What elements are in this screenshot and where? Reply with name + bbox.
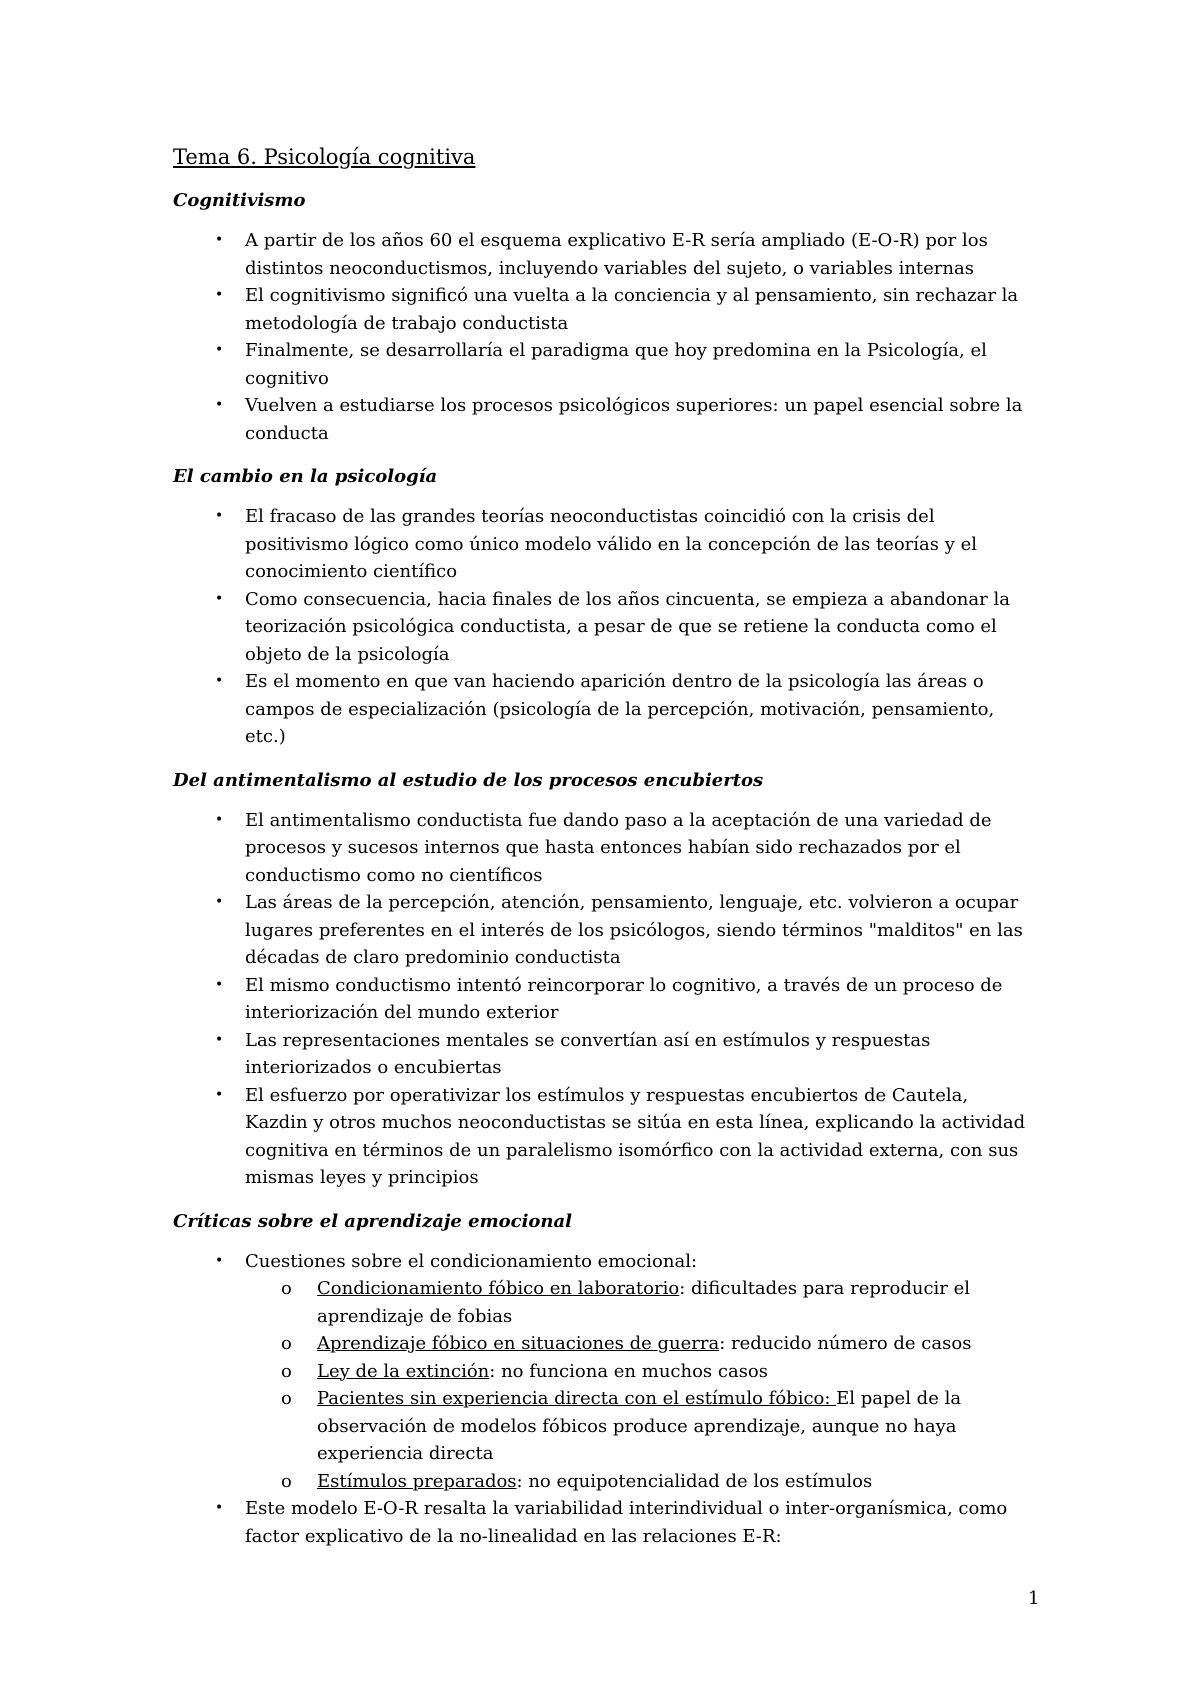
list-item	[173, 889, 1033, 972]
sub-item-term: Estímulos preparados	[317, 1470, 517, 1492]
sub-item-term: Condicionamiento fóbico en laboratorio	[317, 1278, 680, 1299]
sub-list-item	[245, 1468, 1033, 1496]
sub-bullet-icon: o	[281, 1278, 292, 1299]
bullet-icon: •	[215, 1252, 224, 1269]
list-item	[173, 807, 1033, 890]
bullet-icon: •	[215, 894, 224, 910]
bullet-list	[173, 807, 1033, 1192]
list-item	[173, 1027, 1033, 1082]
list-item	[173, 972, 1033, 1027]
sub-item-term: Pacientes sin experiencia directa con el estímulo fóbico:	[317, 1388, 837, 1409]
list-item-text: Como consecuencia, hacia finales de los años cincuenta, se empieza a abandonar la teorización psicológica conductista, a pesar de que se retiene la conducta como el objeto de la psicología	[245, 588, 1010, 665]
sub-item-separator: :	[516, 1470, 529, 1492]
sub-list-item	[245, 1358, 1033, 1386]
sub-list-item	[245, 1275, 1033, 1330]
bullet-list	[173, 503, 1033, 751]
list-item-text: Finalmente, se desarrollaría el paradigma que hoy predomina en la Psicología, el cognitivo	[245, 340, 987, 389]
sub-item-separator: :	[679, 1278, 691, 1299]
sub-item-term: Aprendizaje fóbico en situaciones de guerra	[317, 1333, 720, 1354]
list-item-text: El cognitivismo significó una vuelta a la conciencia y al pensamiento, sin rechazar la metodología de trabajo conductista	[245, 285, 1019, 334]
list-item	[173, 392, 1033, 447]
list-item-text: El mismo conductismo intentó reincorporar lo cognitivo, a través de un proceso de interiorización del mundo exterior	[245, 974, 1003, 1023]
list-item-text: A partir de los años 60 el esquema explicativo E-R sería ampliado (E-O-R) por los distintos neoconductismos, incluyendo variables del sujeto, o variables internas	[245, 230, 988, 279]
sub-item-text: no equipotencialidad de los estímulos	[528, 1470, 873, 1492]
document-title: Tema 6. Psicología cognitiva	[173, 145, 476, 169]
sub-item-text: reducido número de casos	[731, 1333, 972, 1354]
bullet-icon: •	[215, 673, 224, 689]
sub-bullet-icon: o	[281, 1388, 292, 1409]
list-item	[173, 1082, 1033, 1192]
list-item	[173, 668, 1033, 751]
bullet-icon: •	[215, 508, 224, 524]
list-item-text: El esfuerzo por operativizar los estímulos y respuestas encubiertos de Cautela, Kazdin y otros muchos neoconductistas se sitúa en esta línea, explicando la actividad cognitiva en términos de un paralelismo isomórfico con la actividad externa, con sus mismas leyes y principios	[245, 1084, 1026, 1188]
bullet-icon: •	[215, 1086, 224, 1103]
list-item	[173, 503, 1033, 586]
document-page	[173, 145, 1033, 1550]
bullet-icon: •	[215, 1031, 224, 1048]
list-item	[173, 227, 1033, 282]
list-item-text: Es el momento en que van haciendo aparición dentro de la psicología las áreas o campos de especialización (psicología de la percepción, motivación, pensamiento, etc.)	[245, 671, 995, 747]
bullet-icon: •	[215, 811, 224, 828]
sub-bullet-icon: o	[281, 1470, 292, 1492]
sub-list-item	[245, 1330, 1033, 1358]
list-item-text: El antimentalismo conductista fue dando paso a la aceptación de una variedad de procesos y sucesos internos que hasta entonces habían sido rechazados por el conductismo como no científicos	[245, 809, 992, 886]
sub-item-separator: :	[719, 1333, 732, 1354]
list-item	[173, 586, 1033, 669]
sub-item-text: dificultades para reproducir el aprendizaje de fobias	[317, 1278, 971, 1327]
list-item	[173, 1248, 1033, 1496]
bullet-list	[173, 1248, 1033, 1551]
list-item	[173, 282, 1033, 337]
sub-item-term: Ley de la extinción	[317, 1360, 490, 1382]
page-number: 1	[1028, 1588, 1040, 1609]
section-heading: El cambio en la psicología	[173, 466, 438, 487]
list-item-text: Las áreas de la percepción, atención, pensamiento, lenguaje, etc. volvieron a ocupar lugares preferentes en el interés de los psicólogos, siendo términos "malditos" en las décadas de claro predominio conductista	[245, 892, 1023, 968]
sub-bullet-icon: o	[281, 1360, 292, 1382]
sub-item-separator: :	[489, 1360, 502, 1382]
list-item	[173, 337, 1033, 392]
list-item	[173, 1495, 1033, 1550]
list-item-text: Las representaciones mentales se convertían así en estímulos y respuestas interiorizados o encubiertas	[245, 1029, 931, 1078]
list-item-text: El fracaso de las grandes teorías neoconductistas coincidió con la crisis del positivismo lógico como único modelo válido en la concepción de las teorías y el conocimiento científico	[245, 506, 978, 582]
section-heading: Cognitivismo	[173, 190, 306, 211]
sub-list	[245, 1275, 1033, 1495]
section-heading: Críticas sobre el aprendizaje emocional	[173, 1210, 573, 1232]
list-item-text: Vuelven a estudiarse los procesos psicológicos superiores: un papel esencial sobre la conducta	[245, 395, 1023, 444]
sub-bullet-icon: o	[281, 1333, 292, 1354]
bullet-icon: •	[215, 590, 224, 607]
bullet-icon: •	[215, 287, 224, 303]
sub-list-item	[245, 1385, 1033, 1468]
sub-item-text: no funciona en muchos casos	[501, 1360, 769, 1382]
bullet-icon: •	[215, 976, 224, 993]
bullet-icon: •	[215, 342, 224, 358]
list-item-text: Este modelo E-O-R resalta la variabilidad interindividual o inter-organísmica, como factor explicativo de la no-linealidad en las relaciones E-R:	[245, 1498, 1008, 1547]
bullet-icon: •	[215, 397, 224, 413]
bullet-list	[173, 227, 1033, 447]
sub-item-text: El papel de la observación de modelos fóbicos produce aprendizaje, aunque no haya experiencia directa	[317, 1388, 962, 1464]
bullet-icon: •	[215, 1500, 224, 1516]
section-heading: Del antimentalismo al estudio de los procesos encubiertos	[173, 769, 764, 791]
list-item-text: Cuestiones sobre el condicionamiento emocional:	[245, 1250, 698, 1272]
bullet-icon: •	[215, 232, 224, 248]
